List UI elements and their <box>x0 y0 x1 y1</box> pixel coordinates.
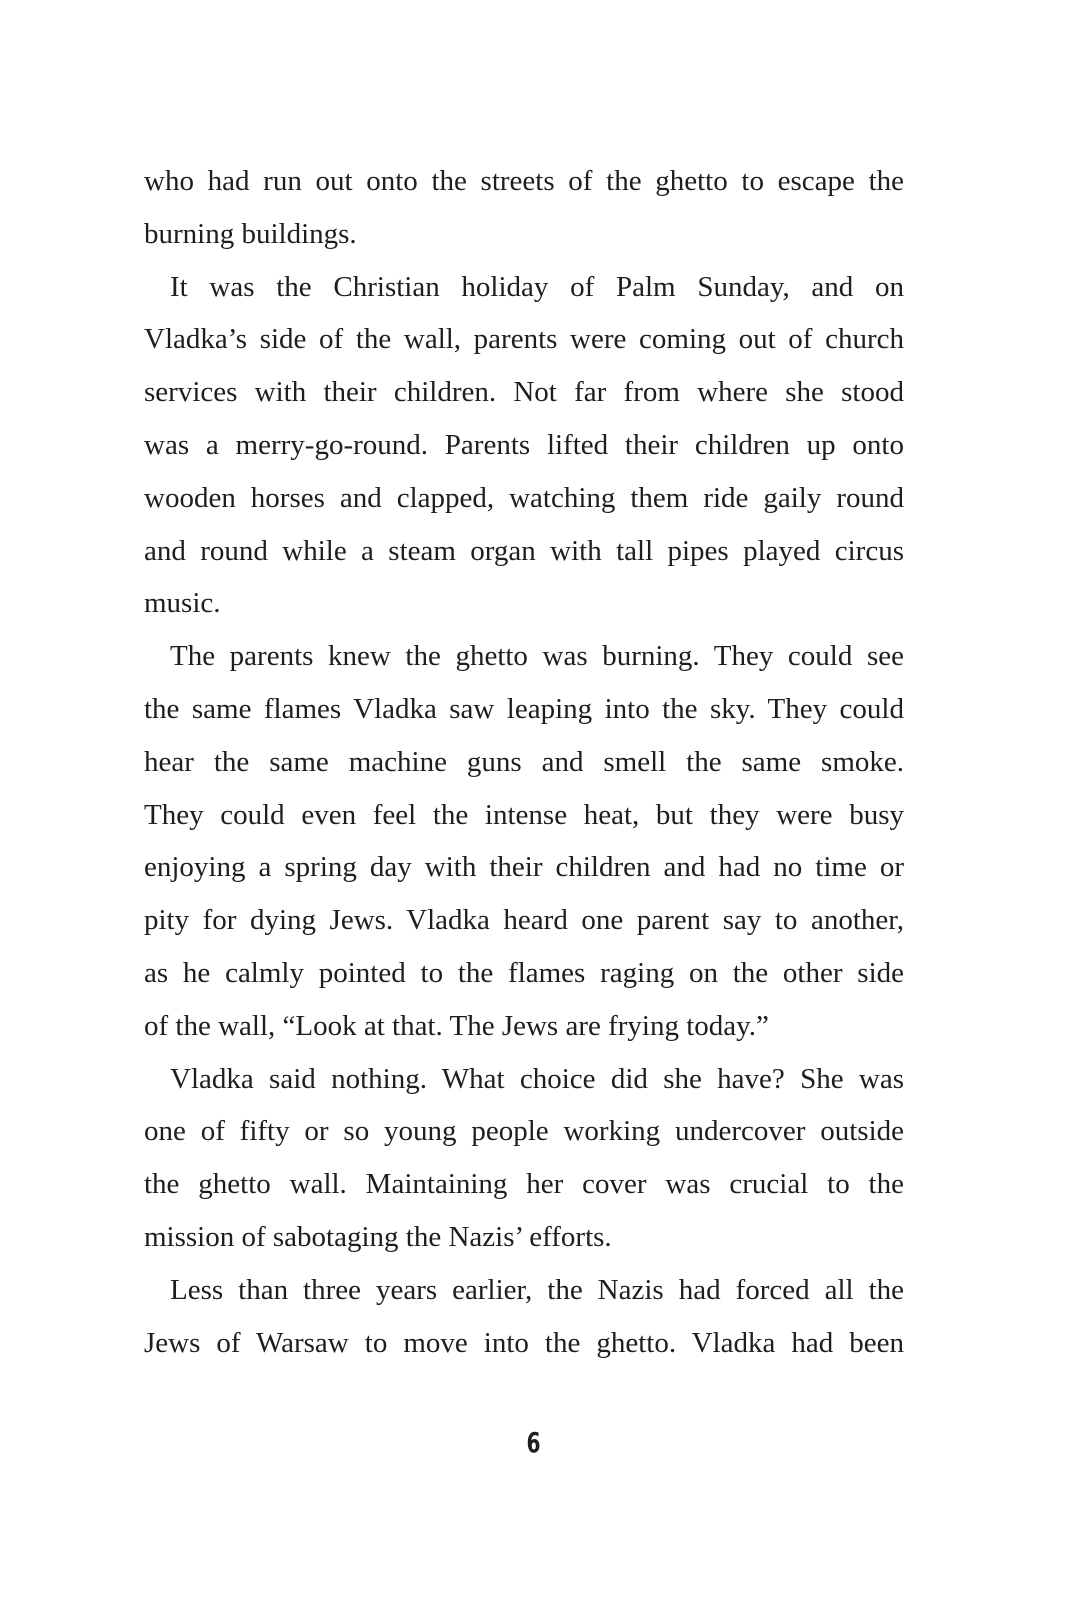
page-number: 6 <box>526 1426 541 1459</box>
text-line: the ghetto wall. Maintaining her cover was crucial to the <box>144 1168 904 1201</box>
text-line: enjoying a spring day with their children and had no time or <box>144 851 904 884</box>
text-line: Vladka’s side of the wall, parents were coming out of church <box>144 323 904 356</box>
text-line: who had run out onto the streets of the ghetto to escape the <box>144 165 904 197</box>
text-line: hear the same machine guns and smell the same smoke. <box>144 745 904 778</box>
body-text <box>144 155 904 1369</box>
text-line: and round while a steam organ with tall pipes played circus <box>144 534 904 567</box>
text-line: was a merry-go-round. Parents lifted their children up onto <box>144 428 904 461</box>
text-line: It was the Christian holiday of Palm Sunday, and on <box>170 270 904 303</box>
text-line: music. <box>144 587 221 620</box>
text-line: mission of sabotaging the Nazis’ efforts. <box>144 1220 612 1253</box>
text-line: Less than three years earlier, the Nazis had forced all the <box>170 1273 904 1306</box>
text-line: the same flames Vladka saw leaping into the sky. They could <box>144 692 904 725</box>
text-line: burning buildings. <box>144 217 357 250</box>
text-line: Vladka said nothing. What choice did she have? She was <box>170 1062 904 1095</box>
text-line: as he calmly pointed to the flames raging on the other side <box>144 956 904 989</box>
text-line: of the wall, “Look at that. The Jews are frying today.” <box>144 1009 769 1042</box>
text-line: wooden horses and clapped, watching them ride gaily round <box>144 481 904 514</box>
text-line: services with their children. Not far from where she stood <box>144 376 904 409</box>
text-line: They could even feel the intense heat, but they were busy <box>144 798 904 831</box>
text-line: pity for dying Jews. Vladka heard one parent say to another, <box>144 904 904 937</box>
text-line: one of fifty or so young people working undercover outside <box>144 1115 904 1148</box>
text-line: The parents knew the ghetto was burning. They could see <box>170 640 904 673</box>
text-line: Jews of Warsaw to move into the ghetto. Vladka had been <box>144 1326 904 1359</box>
